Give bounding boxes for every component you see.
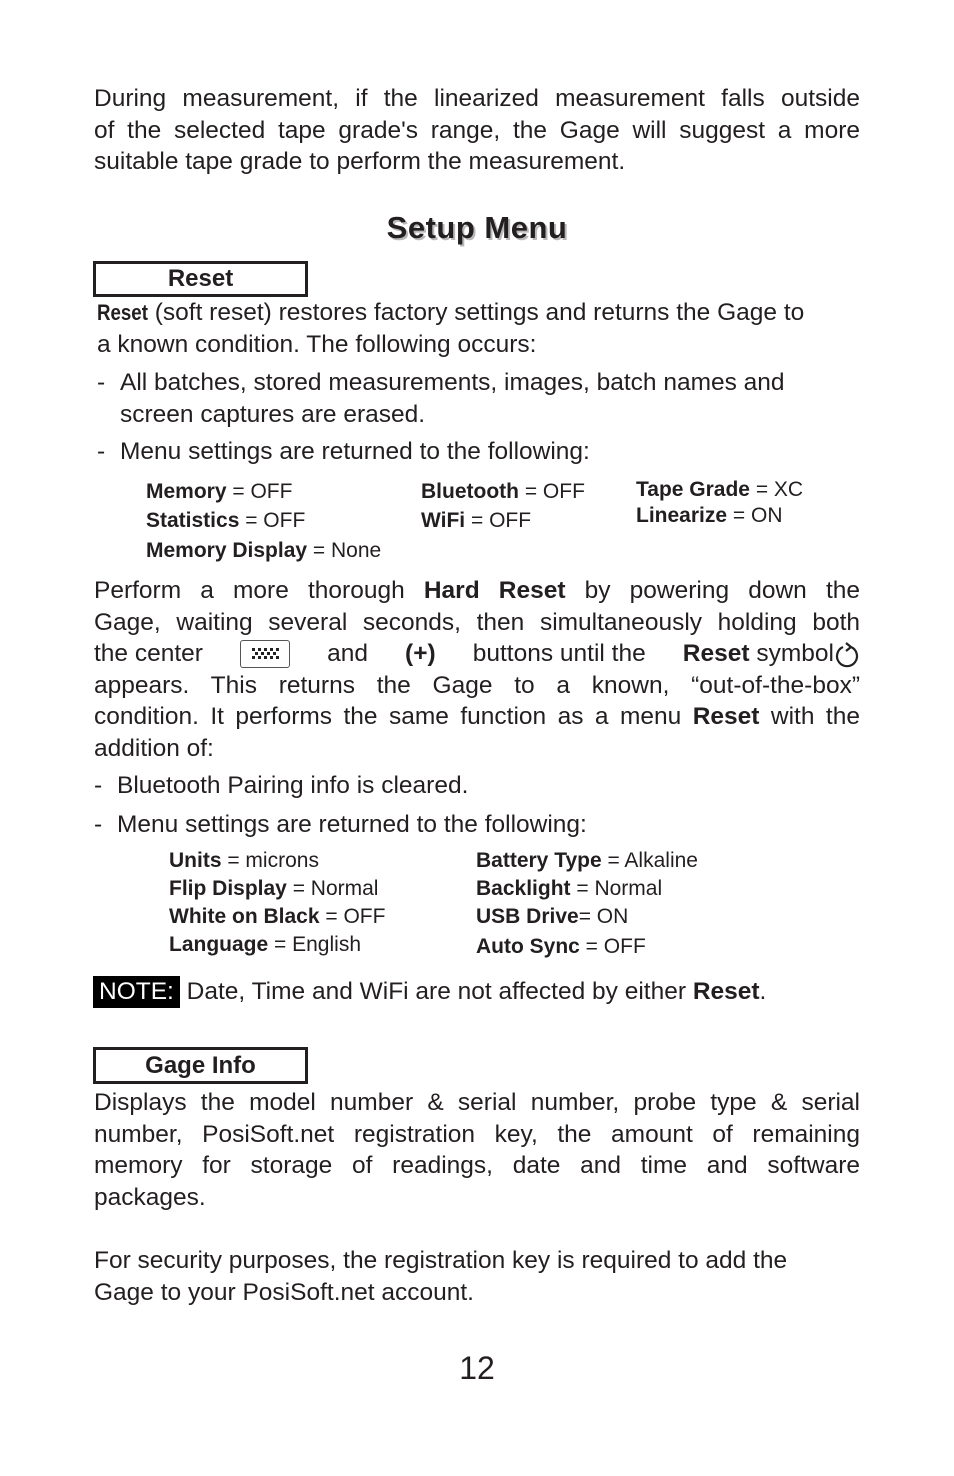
gage-info-line: Displays the model number & serial number, probe type & serial <box>94 1089 860 1116</box>
setting-name: Tape Grade <box>636 478 750 501</box>
page-title: Setup Menu <box>386 210 568 245</box>
reset-term: Reset <box>97 300 148 325</box>
setting-name: Memory <box>146 480 227 503</box>
reset-bullet-line: Menu settings are returned to the following: <box>120 438 590 465</box>
reset-description-text: (soft reset) restores factory settings and returns the Gage to <box>147 299 805 326</box>
gage-info-section-header: Gage Info <box>93 1047 308 1084</box>
bullet-dash: - <box>94 811 103 838</box>
setting-value: = OFF <box>226 480 293 503</box>
bullet-dash: - <box>97 438 106 465</box>
setting-item <box>169 931 385 959</box>
gage-info-paragraph <box>94 1087 860 1213</box>
hard-reset-line <box>94 701 860 733</box>
setting-value: = microns <box>221 849 319 872</box>
setting-value: = XC <box>749 478 804 501</box>
setting-item <box>421 507 585 535</box>
center-button-icon <box>240 640 290 668</box>
hard-reset-bullet-line: Bluetooth Pairing info is cleared. <box>117 772 469 799</box>
reset-term: Reset <box>682 640 750 667</box>
hard-reset-settings-col2 <box>476 847 698 961</box>
setting-name: White on Black <box>169 905 320 928</box>
hard-reset-paragraph <box>94 575 860 764</box>
setting-name: Linearize <box>636 504 728 527</box>
intro-line: suitable tape grade to perform the measurement. <box>94 148 626 175</box>
hard-reset-bullet <box>94 770 854 802</box>
bullet-dash: - <box>97 369 106 396</box>
setting-value: = OFF <box>319 905 386 928</box>
setting-value: = Normal <box>570 877 663 900</box>
reset-settings-col1 <box>146 478 381 565</box>
reset-section-header: Reset <box>93 261 308 297</box>
gage-info-line: memory for storage of readings, date and time and software <box>94 1152 860 1179</box>
setting-value: = OFF <box>465 509 532 532</box>
setting-value: = OFF <box>518 480 585 503</box>
hard-reset-settings-col1 <box>169 847 385 959</box>
gage-info-line: number, PosiSoft.net registration key, the amount of remaining <box>94 1120 860 1148</box>
reset-settings-col2 <box>421 478 585 535</box>
text: condition. It performs the same function as a menu <box>94 703 693 730</box>
intro-line: During measurement, if the linearized measurement falls outside <box>94 85 860 112</box>
setting-value: = OFF <box>239 509 306 532</box>
reset-term: Reset <box>692 703 760 730</box>
setting-value: = ON <box>727 504 783 527</box>
note-badge: NOTE: <box>93 976 180 1008</box>
setting-item <box>169 875 385 903</box>
reset-symbol-icon <box>834 642 860 668</box>
reset-bullet <box>97 436 857 468</box>
text: buttons until the <box>472 640 646 667</box>
setting-name: USB Drive <box>476 905 579 928</box>
setting-name: Backlight <box>476 877 571 900</box>
setting-value: = English <box>268 933 361 956</box>
setting-item <box>169 903 385 931</box>
hard-reset-line: addition of: <box>94 734 214 762</box>
setting-value: = Alkaline <box>601 849 698 872</box>
hard-reset-line <box>94 638 860 670</box>
setting-value: = ON <box>578 905 629 928</box>
hard-reset-term: Hard Reset <box>423 577 566 604</box>
text: the center <box>94 640 203 667</box>
setting-name: Language <box>169 933 269 956</box>
text: and <box>327 640 368 667</box>
reset-bullet <box>97 367 857 430</box>
hard-reset-bullet <box>94 809 854 841</box>
setting-item <box>146 478 381 506</box>
setting-item <box>421 478 585 506</box>
reset-settings-col3 <box>636 477 803 529</box>
setting-name: Flip Display <box>169 877 287 900</box>
hard-reset-bullet-line: Menu settings are returned to the following: <box>117 811 587 838</box>
setting-item <box>146 537 381 565</box>
text: with the <box>759 703 860 730</box>
setting-item <box>636 477 803 503</box>
setting-name: Battery Type <box>476 849 602 872</box>
reset-bullet-line: screen captures are erased. <box>120 400 426 428</box>
setting-item <box>476 847 698 875</box>
setting-item <box>476 903 698 931</box>
note-text: Date, Time and WiFi are not affected by either <box>179 978 693 1005</box>
setting-item <box>169 847 385 875</box>
hard-reset-line <box>94 575 860 607</box>
bullet-dash: - <box>94 772 103 799</box>
reset-description-line: a known condition. The following occurs: <box>97 330 537 358</box>
setting-value: = OFF <box>579 935 646 958</box>
gage-info-line: packages. <box>94 1183 206 1211</box>
reset-description <box>97 297 867 360</box>
intro-paragraph <box>94 83 860 178</box>
setting-item <box>476 875 698 903</box>
setting-item <box>146 507 381 535</box>
note-end: . <box>759 978 767 1005</box>
reset-term: Reset <box>692 978 760 1005</box>
setting-value: = Normal <box>286 877 379 900</box>
setting-name: Auto Sync <box>476 935 580 958</box>
setting-item <box>636 503 803 529</box>
reset-bullet-line: All batches, stored measurements, images, batch names and <box>120 369 785 396</box>
setting-item <box>476 933 698 961</box>
setting-value: = None <box>307 539 382 562</box>
hard-reset-line: appears. This returns the Gage to a known, “out-of-the-box” <box>94 671 860 699</box>
setting-name: Statistics <box>146 509 240 532</box>
setting-name: WiFi <box>421 509 466 532</box>
setting-name: Memory Display <box>146 539 308 562</box>
text: Perform a more thorough <box>94 577 424 604</box>
reset-symbol-phrase <box>683 638 860 670</box>
setting-name: Bluetooth <box>421 480 519 503</box>
security-line: For security purposes, the registration key is required to add the <box>94 1247 788 1274</box>
intro-line: of the selected tape grade's range, the Gage will suggest a more <box>94 116 860 144</box>
plus-button-label: (+) <box>405 640 436 667</box>
text: by powering down the <box>565 577 860 604</box>
text: symbol <box>756 640 834 667</box>
reset-description-line <box>97 297 867 329</box>
setting-name: Units <box>169 849 222 872</box>
hard-reset-line: Gage, waiting several seconds, then simultaneously holding both <box>94 608 860 636</box>
security-paragraph <box>94 1245 860 1308</box>
note-line <box>93 976 873 1008</box>
page-number: 12 <box>459 1350 495 1386</box>
security-line: Gage to your PosiSoft.net account. <box>94 1278 474 1306</box>
